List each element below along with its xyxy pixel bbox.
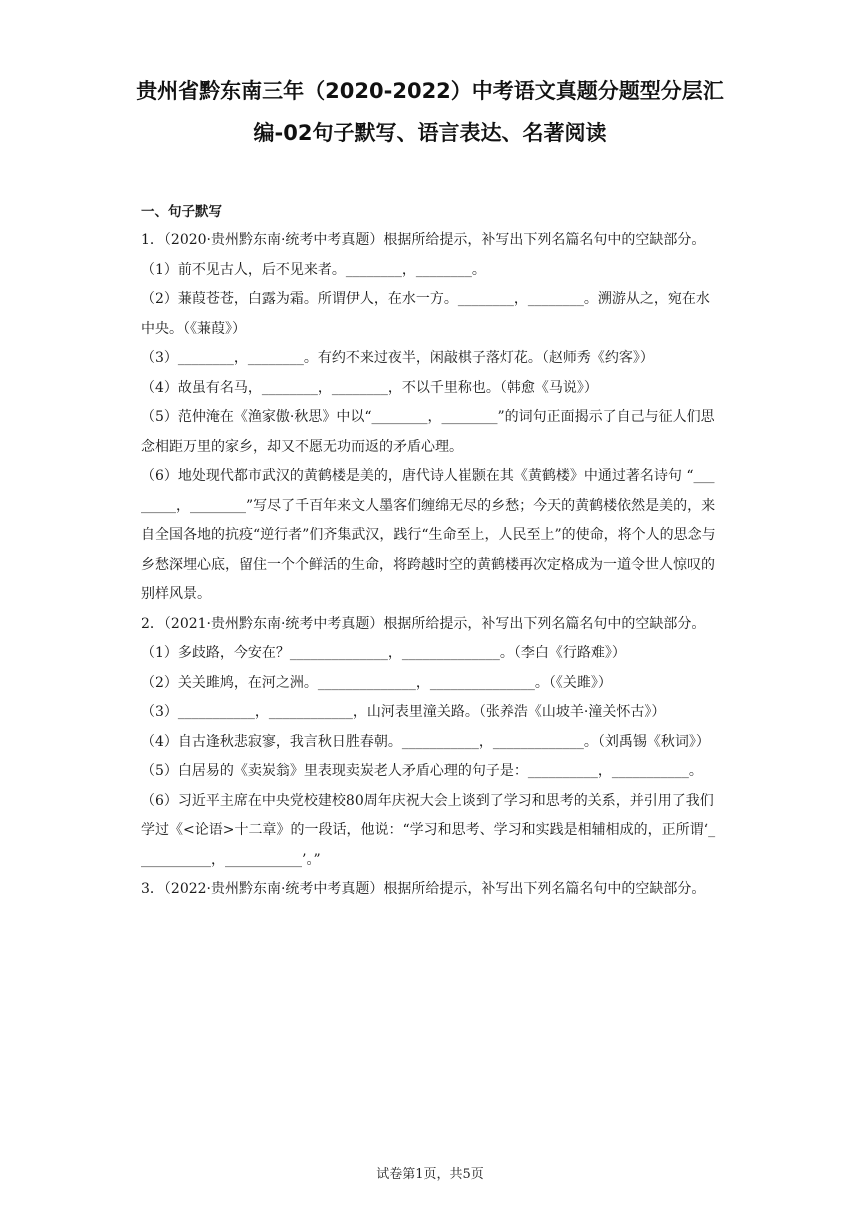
question-1-item-4: （4）故虽有名马，________，________，不以千里称也。（韩愈《马说》）: [141, 379, 598, 396]
question-2-item-6: （6）习近平主席在中央党校建校80周年庆祝大会上谈到了学习和思考的关系，并引用了我们学过《<论语>十二章》的一段话，他说：“学习和思考、学习和实践是相辅相成的，正所谓‘___________，___________’。”: [141, 792, 716, 868]
page-footer: 试卷第1页，共5页: [376, 1167, 484, 1182]
document-title-line2: 编-02句子默写、语言表达、名著阅读: [253, 121, 607, 145]
question-1-item-5: （5）范仲淹在《渔家傲·秋思》中以“________，________”的词句正面揭示了自己与征人们思念相距万里的家乡，却又不愿无功而返的矛盾心理。: [141, 409, 715, 455]
document-title-line1: 贵州省黔东南三年（2020-2022）中考语文真题分题型分层汇: [136, 79, 724, 103]
section-heading: 一、句子默写: [141, 204, 222, 220]
question-2-item-3: （3）___________，____________，山河表里潼关路。（张养浩《山坡羊·潼关怀古》）: [141, 704, 666, 720]
question-2-item-5: （5）白居易的《卖炭翁》里表现卖炭老人矛盾心理的句子是：__________，___________。: [141, 763, 703, 779]
question-1-item-2: （2）蒹葭苍苍，白露为霜。所谓伊人，在水一方。________，________。溯游从之，宛在水中央。（《蒹葭》）: [141, 291, 710, 337]
question-1-item-6: （6）地处现代都市武汉的黄鹤楼是美的，唐代诗人崔颢在其《黄鹤楼》中通过著名诗句 “________，________”写尽了千百年来文人墨客们缠绵无尽的乡愁；今天的黄鹤楼依然是美的，来自全国各地的抗疫“逆行者”们齐集武汉，践行“生命至上，人民至上”的使命，将个人的思念与乡愁深埋心底，留住一个个鲜活的生命，将跨越时空的黄鹤楼再次定格成为一道令世人惊叹的别样风景。: [141, 468, 716, 602]
question-1-stem: 1．（2020·贵州黔东南·统考中考真题）根据所给提示，补写出下列名篇名句中的空缺部分。: [141, 232, 706, 248]
question-2-item-2: （2）关关雎鸠，在河之洲。______________，_______________。（《关雎》）: [141, 674, 612, 691]
question-1-item-3: （3）________，________。有约不来过夜半，闲敲棋子落灯花。（赵师秀《约客》）: [141, 350, 654, 366]
question-body: [141, 226, 717, 905]
question-2-item-4: （4）自古逢秋悲寂寥，我言秋日胜春朝。___________，_____________。（刘禹锡《秋词》）: [141, 733, 710, 750]
question-2-stem: 2．（2021·贵州黔东南·统考中考真题）根据所给提示，补写出下列名篇名句中的空缺部分。: [141, 615, 706, 632]
question-3-stem: 3．（2022·贵州黔东南·统考中考真题）根据所给提示，补写出下列名篇名句中的空缺部分。: [141, 881, 706, 897]
question-2-item-1: （1）多歧路，今安在？______________，______________。（李白《行路难》）: [141, 645, 626, 661]
question-1-item-1: （1）前不见古人，后不见来者。________，________。: [141, 261, 486, 278]
